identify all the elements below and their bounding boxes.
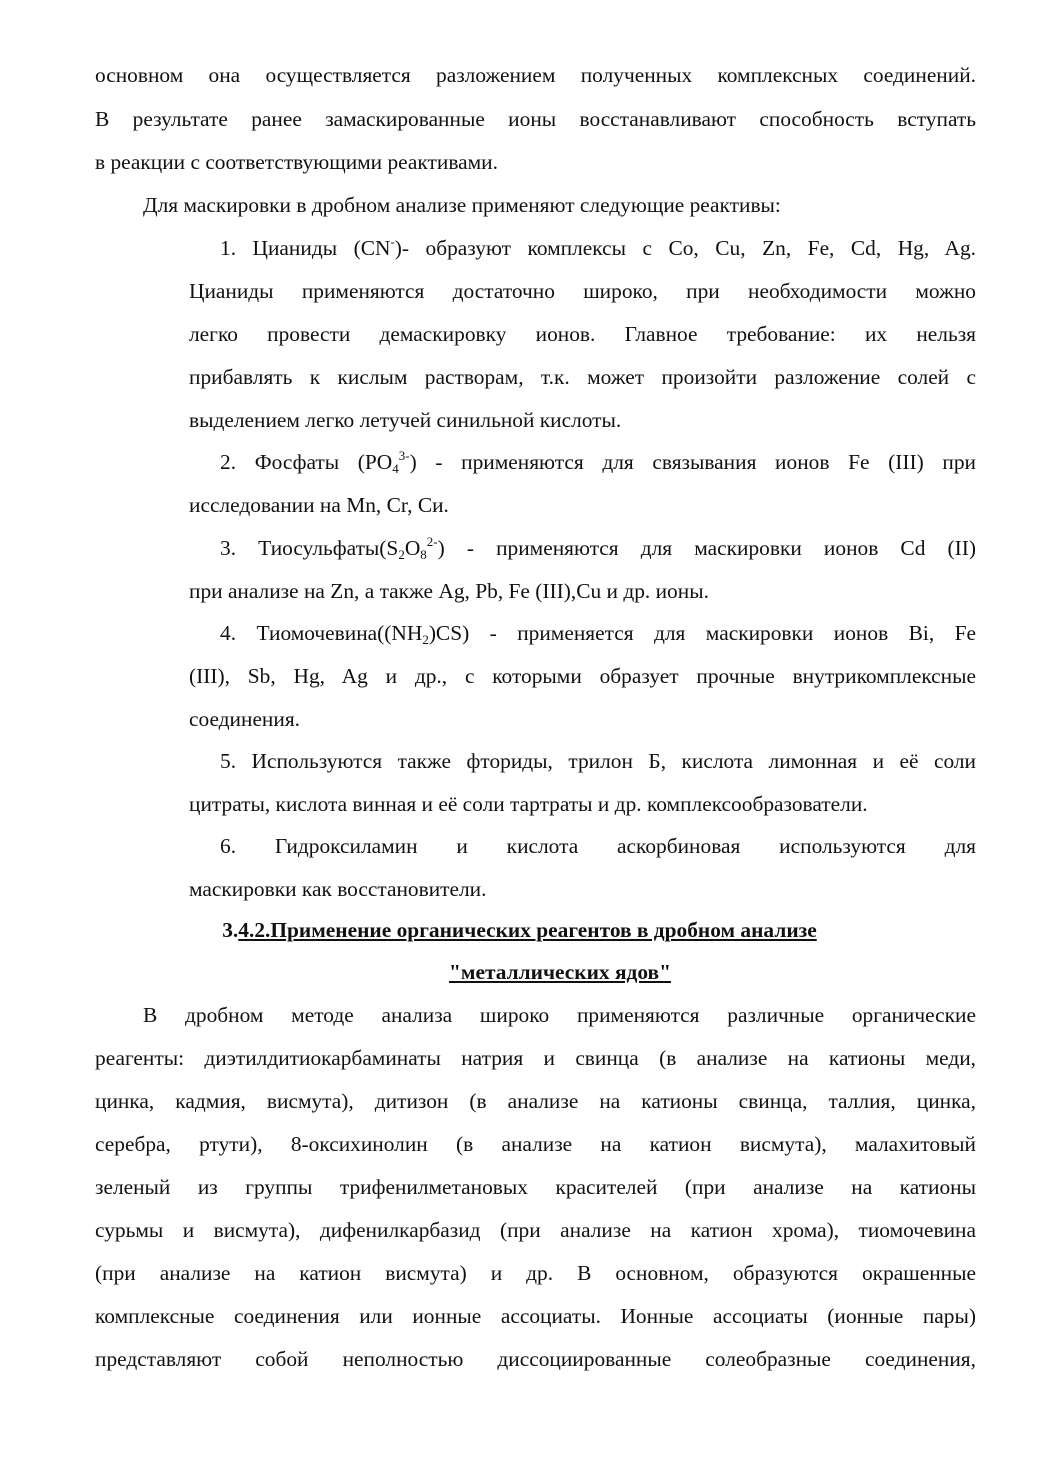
- text-line: (III), Sb, Hg, Ag и др., с которыми образует прочные внутрикомплексные: [189, 664, 976, 688]
- text-line: цитраты, кислота винная и её соли тартраты и др. комплексообразователи.: [189, 792, 868, 816]
- list-item-3: 3. $Тиосульфаты(S_2O_8^{2-})$ - применяются для маскировки ионов Cd (II): [220, 534, 976, 562]
- text-line: прибавлять к кислым растворам, т.к. может произойти разложение солей с: [189, 365, 976, 389]
- text-line: реагенты: диэтилдитиокарбаминаты натрия и свинца (в анализе на катионы меди,: [95, 1046, 976, 1070]
- text-line: основном она осуществляется разложением полученных комплексных соединений.: [95, 63, 976, 87]
- text-line: легко провести демаскировку ионов. Главное требование: их нельзя: [189, 322, 976, 346]
- text-line: исследовании на Mn, Cr, Cи.: [189, 493, 449, 517]
- list-item-2: 2. Фосфаты $(PO_4^{3-})$ - применяются для связывания ионов Fe (III) при: [220, 448, 976, 476]
- list-item-1: 1. Цианиды (CN-)- образуют комплексы с Co, Cu, Zn, Fe, Cd, Hg, Ag.: [220, 234, 977, 260]
- text-line: соединения.: [189, 707, 301, 731]
- list-item-6: 6. Гидроксиламин и кислота аскорбиновая используются для: [220, 834, 976, 858]
- text-line: выделением легко летучей синильной кислоты.: [189, 408, 622, 432]
- text-line: Цианиды применяются достаточно широко, при необходимости можно: [189, 279, 976, 303]
- text-line: сурьмы и висмута), дифенилкарбазид (при анализе на катион хрома), тиомочевина: [95, 1218, 976, 1242]
- text-line: при анализе на Zn, а также Ag, Pb, Fe (III),Cu и др. ионы.: [189, 579, 709, 603]
- text-line: цинка, кадмия, висмута), дитизон (в анализе на катионы свинца, таллия, цинка,: [95, 1089, 976, 1113]
- text-line: серебра, ртути), 8-оксихинолин (в анализе на катион висмута), малахитовый: [95, 1132, 976, 1156]
- section-heading-continued: "металлических ядов": [449, 960, 671, 984]
- text-line: комплексные соединения или ионные ассоциаты. Ионные ассоциаты (ионные пары): [95, 1304, 976, 1328]
- text-line: маскировки как восстановители.: [189, 877, 487, 901]
- section-heading: 3.4.2.Применение органических реагентов в дробном анализе: [222, 918, 817, 942]
- text-line: представляют собой неполностью диссоциированные солеобразные соединения,: [95, 1347, 976, 1371]
- text-line: зеленый из группы трифенилметановых красителей (при анализе на катионы: [95, 1175, 976, 1199]
- text-line: в реакции с соответствующими реактивами.: [95, 150, 498, 174]
- text-line: Для маскировки в дробном анализе применяют следующие реактивы:: [143, 193, 781, 217]
- text-line: В дробном методе анализа широко применяются различные органические: [143, 1003, 976, 1027]
- text-line: В результате ранее замаскированные ионы восстанавливают способность вступать: [95, 107, 976, 131]
- text-line: (при анализе на катион висмута) и др. В основном, образуются окрашенные: [95, 1261, 976, 1285]
- list-item-4: 4. $Тиомочевина((NH_2)CS)$ - применяется для маскировки ионов Bi, Fe: [220, 621, 976, 647]
- list-item-5: 5. Используются также фториды, трилон Б, кислота лимонная и её соли: [220, 749, 976, 773]
